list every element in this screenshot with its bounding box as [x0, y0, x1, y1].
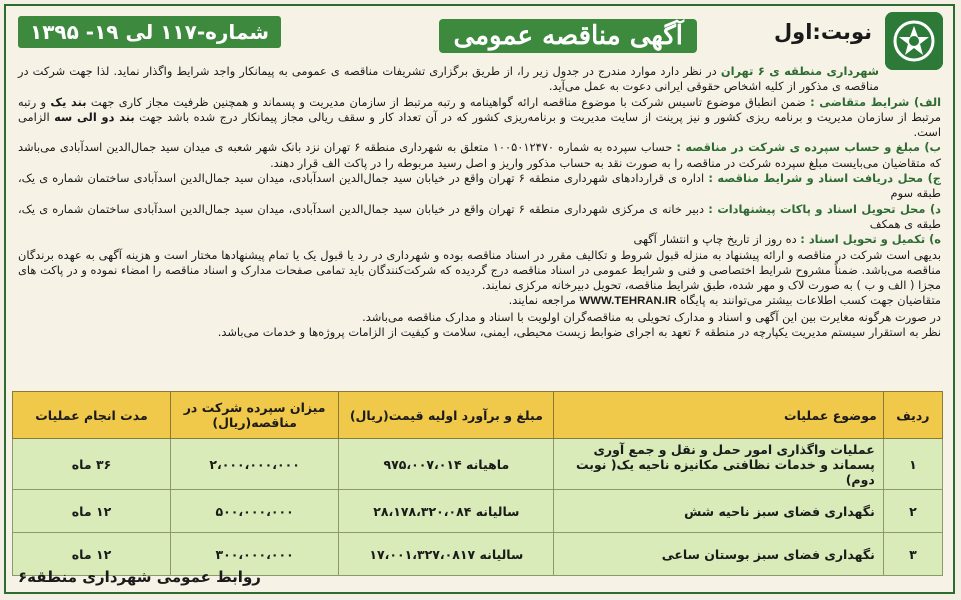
section-a-label: الف) شرایط متقاضی : [810, 94, 941, 109]
tehran-municipality-logo-icon [885, 12, 943, 70]
section-a [18, 95, 941, 141]
table-row [13, 439, 943, 490]
header-duration: مدت انجام عملیات [13, 392, 171, 439]
row-deposit: ۲،۰۰۰،۰۰۰،۰۰۰ [170, 439, 338, 490]
page-title: آگهی مناقصه عمومی [439, 19, 697, 53]
row-subject: عملیات واگذاری امور حمل و نقل و جمع آوری پسماند و خدمات نظافتی مکانیزه ناحیه یک( نوبت دوم) [554, 439, 883, 490]
intro-paragraph [18, 64, 941, 95]
section-b-label: ب) مبلغ و حساب سپرده ی شرکت در مناقصه : [676, 140, 941, 155]
section-d-text: دبیر خانه ی مرکزی شهرداری منطقه ۶ تهران واقع در خیابان سید جمال‌الدین اسدآبادی، میدان سید جمال‌الدین اسدآبادی ساختمان شماره ی یک، طبقه ی همکف [18, 201, 941, 231]
section-a-text: ضمن انطباق موضوع تاسیس شرکت با موضوع مناقصه ارائه گواهینامه و رتبه مرتبط از سازمان مدیریت و پسماند و همچنین ظرفیت مجاز کاری جهت [90, 94, 806, 109]
header-num: ردیف [883, 392, 942, 439]
row-num: ۲ [883, 490, 942, 533]
row-deposit: ۵۰۰،۰۰۰،۰۰۰ [170, 490, 338, 533]
section-e-text: ده روز از تاریخ چاپ و انتشار آگهی [633, 232, 797, 247]
org-name: شهرداری منطقه ی ۶ تهران [720, 64, 880, 78]
row-price: سالیانه ۲۸،۱۷۸،۳۲۰،۰۸۴ [339, 490, 554, 533]
header-deposit: میزان سپرده شرکت در مناقصه(ریال) [170, 392, 338, 439]
website-text-b: مراجعه نمایند. [508, 293, 576, 308]
notice-number-badge: شماره-۱۱۷ لی ۱۹- ۱۳۹۵ [18, 16, 281, 48]
paragraph-conditions: بدیهی است شرکت در مناقصه و ارائه پیشنهاد به منزله قبول شروط و تکالیف مقرر در اسناد مناقصه بوده و شهرداری در رد یا قبول یک یا تمام پیشنهادها مختار است و هزینه آگهی به عهده برندگان مناقصه می‌باشد. ضمناً مشروح شرایط اختصاصی و فنی و شرایط عمومی در اسناد مناقصه درج گردیده که شرکت‌کنندگان باید تمامی صفحات مدارک و اسناد مناقصه را امضاء نموده و در پاکت های مجزا ( الف و ب ) به صورت لاک و مهر شده، طبق شرایط مناقصه، تحویل دبیرخانه مرکزی نمایند. [18, 247, 941, 293]
row-subject: نگهداری فضای سبز ناحیه شش [554, 490, 883, 533]
row-duration: ۳۶ ماه [13, 439, 171, 490]
row-subject: نگهداری فضای سبز بوستان ساعی [554, 533, 883, 576]
website-text-a: متقاضیان جهت کسب اطلاعات بیشتر می‌توانند به پایگاه [679, 293, 941, 308]
section-c-text: اداره ی قراردادهای شهرداری منطقه ۶ تهران واقع در خیابان سید جمال‌الدین اسدآبادی، میدان سید جمال‌الدین اسدآبادی ساختمان شماره ی یک، طبقه سوم [18, 171, 941, 201]
row-num: ۳ [883, 533, 942, 576]
section-b [18, 140, 941, 171]
row-duration: ۱۲ ماه [13, 490, 171, 533]
section-b-text: حساب سپرده به شماره ۱۰۰۵۰۱۲۴۷۰ متعلق به شهرداری منطقه ۶ تهران نزد بانک شهر شعبه ی میدان سید جمال‌الدین اسدآبادی می‌باشد که متقاضیان می‌بایست مبلغ سپرده شرکت در مناقصه را به صورت نقد به حساب مذکور واریز و اصل رسید مربوطه را در پاکت الف قرار دهند. [18, 140, 941, 170]
section-c [18, 171, 941, 202]
row-deposit: ۳۰۰،۰۰۰،۰۰۰ [170, 533, 338, 576]
intro-text: در نظر دارد موارد مندرج در جدول زیر را، از طریق برگزاری تشریفات مناقصه ی عمومی به پیمانکار واجد شرایط واگذار نماید. لذا جهت شرکت در مناقصه ی مذکور از کلیه اشخاص حقوقی ایرانی دعوت به عمل می‌آید. [18, 64, 879, 94]
header [12, 10, 947, 62]
paragraph-management: نظر به استقرار سیستم مدیریت یکپارچه در منطقه ۶ تعهد به اجرای ضوابط زیست محیطی، ایمنی، سلامت و کیفیت از الزامات پروژه‌ها و خدمات می‌باشد. [217, 325, 941, 340]
header-price: مبلغ و برآورد اولیه قیمت(ریال) [339, 392, 554, 439]
title-wrap [439, 16, 697, 56]
section-a-text3: الزامی است. [18, 109, 941, 140]
notice-page [4, 4, 955, 594]
website-link[interactable]: WWW.TEHRAN.IR [579, 295, 677, 308]
section-d-label: د) محل تحویل اسناد و پاکات پیشنهادات : [708, 201, 942, 216]
paragraph-website [18, 293, 941, 309]
table-row [13, 490, 943, 533]
table-header-row [13, 392, 943, 439]
footer-signature: روابط عمومی شهرداری منطقه۶ [18, 568, 261, 586]
section-a-bold: بند یک [50, 94, 87, 109]
notice-body [18, 64, 941, 340]
header-subject: موضوع عملیات [554, 392, 883, 439]
section-a-text2: و رتبه مرتبط از سازمان مدیریت و برنامه ریزی کشور و نیز پرینت از سایت مدیریت و برنامه‌ریزی کشور که در آن تعداد کار و سقف ریالی مجاز پیمانکار درج شده باشد جهت [18, 94, 942, 124]
section-e [18, 232, 941, 247]
section-e-label: ه) تکمیل و تحویل اسناد : [800, 232, 941, 247]
paragraph-priority: در صورت هرگونه مغایرت بین این آگهی و اسناد و مدارک تحویلی به مناقصه‌گران اولویت با اسناد و مدارک مناقصه می‌باشد. [362, 309, 941, 324]
section-c-label: ج) محل دریافت اسناد و شرایط مناقصه : [708, 171, 942, 186]
notice-round: نوبت:اول [773, 20, 872, 44]
row-duration: ۱۲ ماه [13, 533, 171, 576]
row-num: ۱ [883, 439, 942, 490]
section-d [18, 202, 941, 233]
row-price: سالیانه ۱۷،۰۰۱،۳۲۷،۰۸۱۷ [339, 533, 554, 576]
section-a-bold2: بند دو الی سه [54, 109, 135, 124]
tender-table [12, 391, 943, 576]
row-price: ماهیانه ۹۷۵،۰۰۷،۰۱۴ [339, 439, 554, 490]
